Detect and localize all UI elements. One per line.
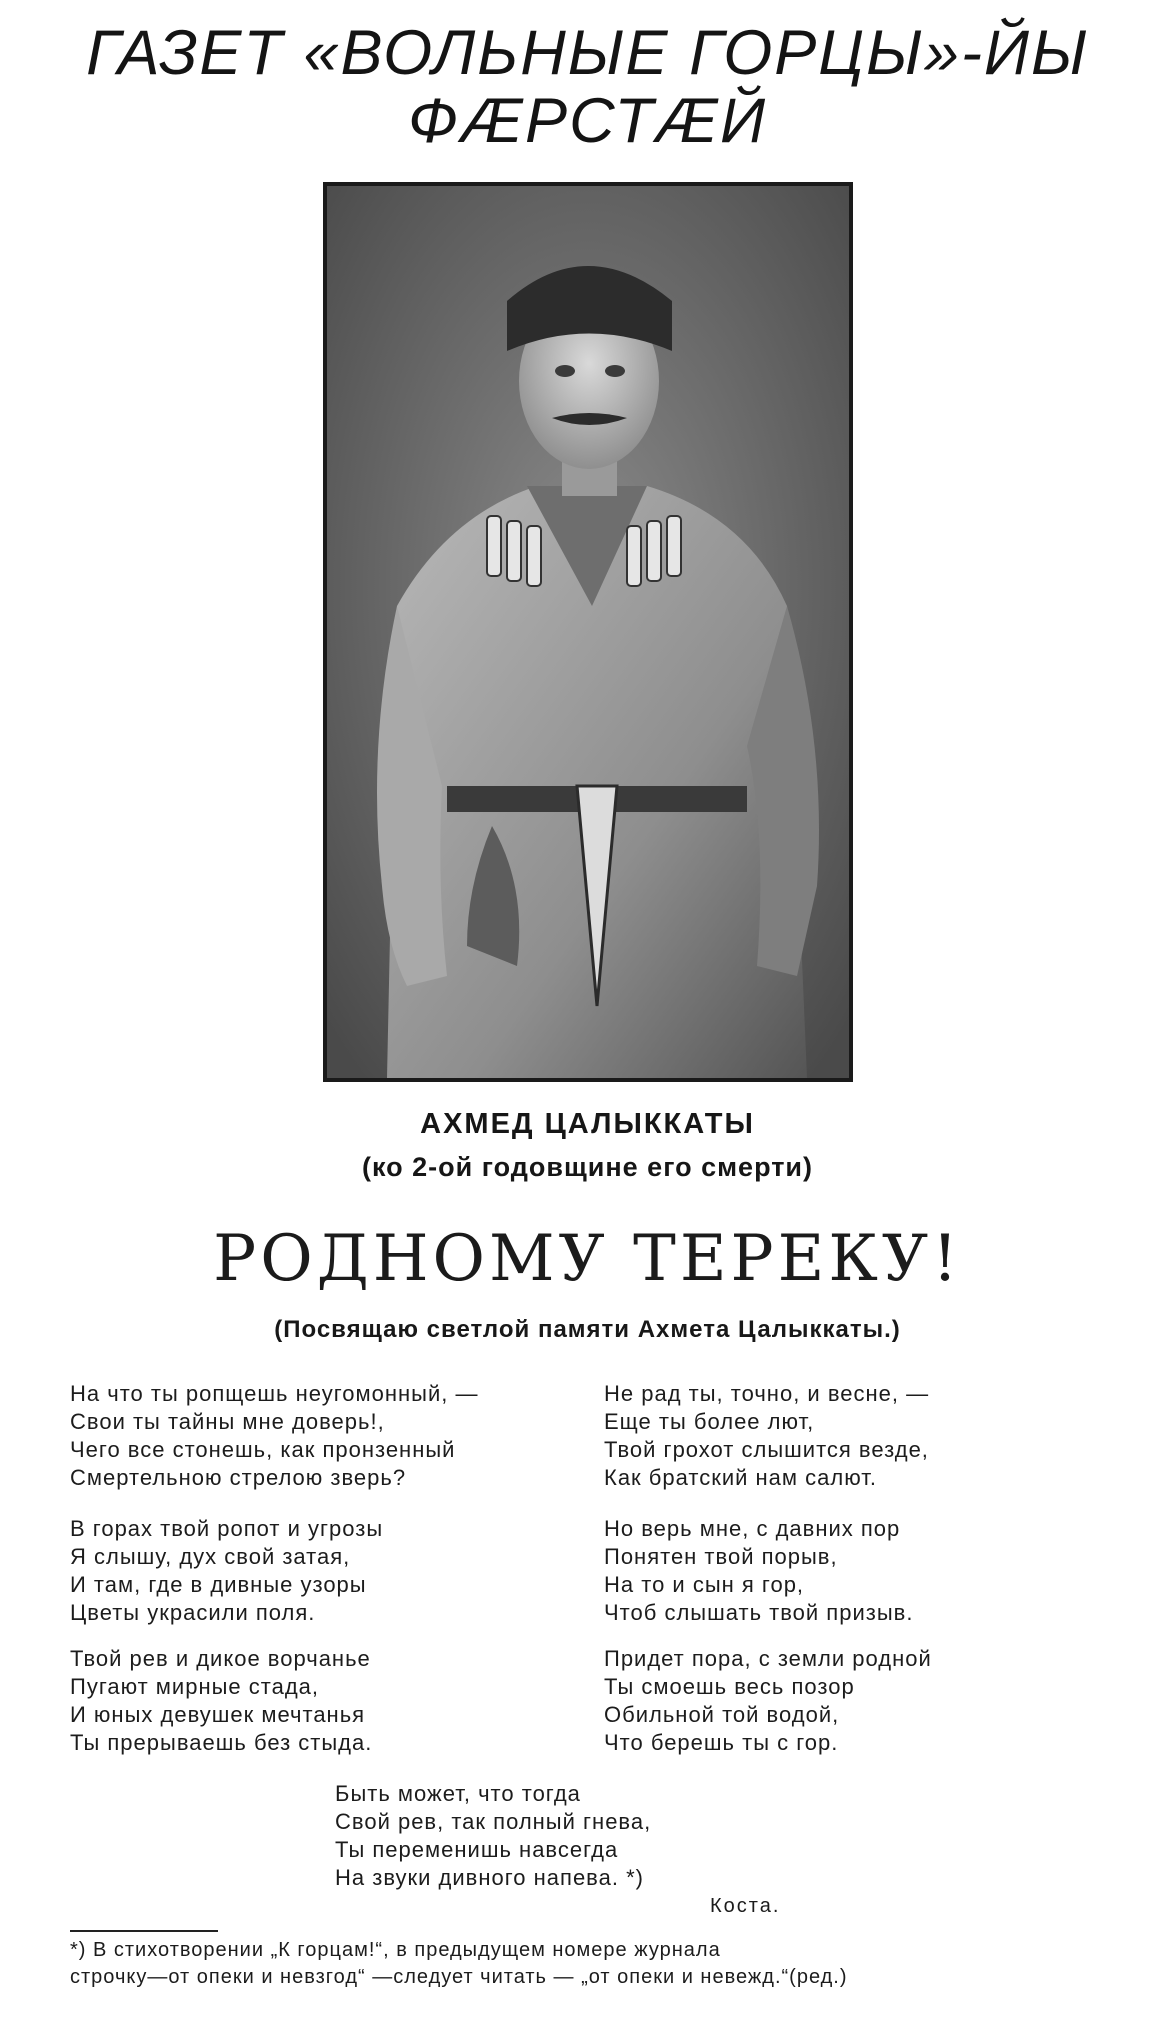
poem-line: Еще ты более лют, [604,1409,815,1434]
poem-line: На что ты ропщешь неугомонный, — [70,1381,479,1406]
poem-line: Цветы украсили поля. [70,1600,316,1625]
poem-line: На то и сын я гор, [604,1572,805,1597]
poem-line: Придет пора, с земли родной [604,1646,932,1671]
stanza-6 [604,1645,932,1757]
portrait-figure [327,186,849,1078]
poem-line: Чего все стонешь, как пронзенный [70,1437,456,1462]
poem-line: Свой рев, так полный гнева, [335,1809,652,1834]
headline-line-1: ГАЗЕТ «ВОЛЬНЫЕ ГОРЦЫ»-ЙЫ [86,18,1089,88]
poem-line: Твой грохот слышится везде, [604,1437,929,1462]
headline-line-2: ФÆРСТÆЙ [407,86,768,156]
poem-line: Ты смоешь весь позор [604,1674,855,1699]
poem-line: Ты переменишь навсегда [335,1837,619,1862]
poem-line: Свои ты тайны мне доверь!, [70,1409,385,1434]
poem-line: Обильной той водой, [604,1702,840,1727]
poem-line: Что берешь ты с гор. [604,1730,839,1755]
poem-line: Ты прерываешь без стыда. [70,1730,373,1755]
stanza-5 [70,1645,372,1757]
stanza-2 [604,1380,929,1492]
poem-dedication: (Посвящаю светлой памяти Ахмета Цалыккаты.) [274,1316,901,1343]
poem-line: Как братский нам салют. [604,1465,877,1490]
portrait-caption-name: АХМЕД ЦАЛЫККАТЫ [420,1108,755,1140]
poem-line: В горах твой ропот и угрозы [70,1516,384,1541]
footnote-line-2: строчку—от опеки и невзгод“ —следует читать — „от опеки и невежд.“(ред.) [70,1966,848,1988]
poem-title: РОДНОМУ ТЕРЕКУ! [213,1222,962,1296]
stanza-4 [604,1515,913,1627]
poem-line: Пугают мирные стада, [70,1674,320,1699]
poem-line: Но верь мне, с давних пор [604,1516,901,1541]
poem-line: Смертельною стрелою зверь? [70,1465,407,1490]
poem-line: Твой рев и дикое ворчанье [70,1646,371,1671]
poem-line: Не рад ты, точно, и весне, — [604,1381,930,1406]
stanza-7 [335,1780,651,1892]
poem-signature: Коста. [710,1895,781,1917]
poem-line: На звуки дивного напева. *) [335,1865,644,1890]
poem-line: И юных девушек мечтанья [70,1702,366,1727]
portrait-caption-subtitle: (ко 2-ой годовщине его смерти) [361,1152,814,1182]
stanza-3 [70,1515,383,1627]
stanza-1 [70,1380,478,1492]
poem-line: Быть может, что тогда [335,1781,581,1806]
poem-line: Я слышу, дух свой затая, [70,1544,351,1569]
portrait-photo [323,182,853,1082]
poem-line: Понятен твой порыв, [604,1544,838,1569]
footnote-line-1: *) В стихотворении „К горцам!“, в предыдущем номере журнала [70,1939,721,1961]
poem-line: И там, где в дивные узоры [70,1572,367,1597]
footnote [70,1937,1110,1991]
footnote-divider [70,1930,218,1932]
poem-line: Чтоб слышать твой призыв. [604,1600,914,1625]
